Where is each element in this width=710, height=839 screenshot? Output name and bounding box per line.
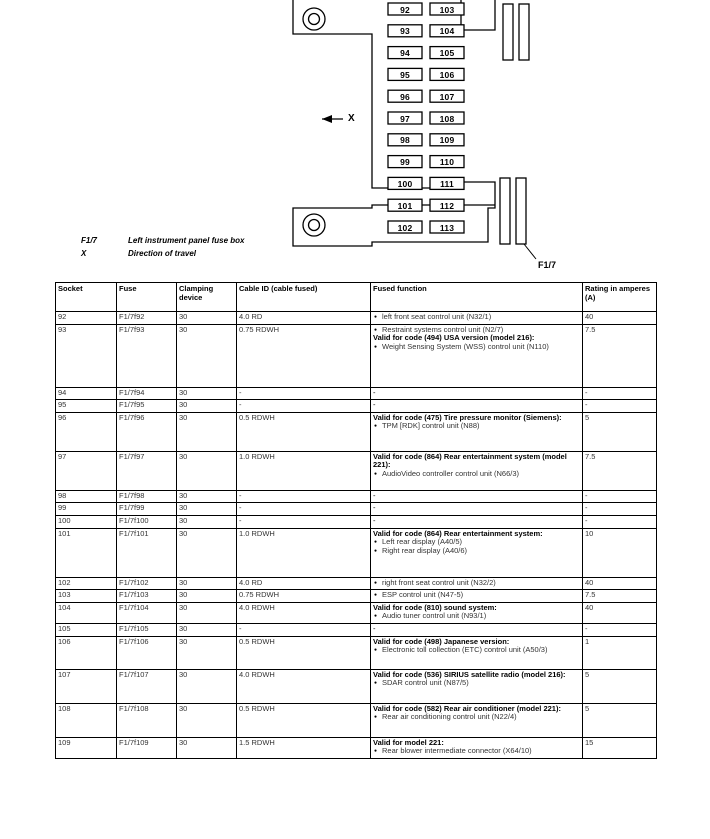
- cell-clamp: 30: [177, 602, 237, 623]
- table-row: [56, 636, 657, 669]
- cell-fuse: F1/7f95: [117, 400, 177, 413]
- function-heading: Valid for code (864) Rear entertainment system:: [373, 528, 543, 538]
- table-row: [56, 412, 657, 451]
- fuse-slot-label: 98: [400, 135, 410, 146]
- cell-clamp: 30: [177, 737, 237, 758]
- cell-clamp: 30: [177, 490, 237, 503]
- cell-clamp: 30: [177, 669, 237, 703]
- cell-fused-function: [371, 590, 583, 603]
- fuse-slot-label: 96: [400, 91, 410, 102]
- table-row: [56, 503, 657, 516]
- cell-fused-function: [371, 387, 583, 400]
- function-item: ● right front seat control unit (N32/2): [373, 579, 580, 588]
- function-list: [373, 579, 580, 588]
- cell-fuse: F1/7f101: [117, 528, 177, 577]
- fuse-slot-label: 111: [440, 178, 454, 189]
- cell-clamp: 30: [177, 451, 237, 490]
- cell-rating: 7.5: [583, 590, 657, 603]
- function-list: [373, 646, 580, 655]
- table-header-row: [56, 283, 657, 312]
- table-row: [56, 623, 657, 636]
- cell-fuse: F1/7f97: [117, 451, 177, 490]
- table-row: [56, 528, 657, 577]
- cell-fuse: F1/7f105: [117, 623, 177, 636]
- cell-fused-function: [371, 515, 583, 528]
- cell-clamp: 30: [177, 324, 237, 387]
- cell-fuse: F1/7f108: [117, 703, 177, 737]
- cell-cable: 0.5 RDWH: [237, 703, 371, 737]
- function-heading: Valid for code (494) USA version (model 216):: [373, 333, 535, 343]
- cell-clamp: 30: [177, 312, 237, 325]
- header-clamping-device: Clamping device: [177, 283, 237, 312]
- cell-fused-function: [371, 451, 583, 490]
- table-row: [56, 490, 657, 503]
- function-item: ● Restraint systems control unit (N2/7): [373, 326, 580, 335]
- fuse-slot-label: 93: [400, 26, 410, 37]
- function-heading: Valid for code (810) sound system:: [373, 602, 497, 612]
- cell-clamp: 30: [177, 528, 237, 577]
- cell-rating: 7.5: [583, 324, 657, 387]
- cell-socket: 97: [56, 451, 117, 490]
- table-row: [56, 312, 657, 325]
- cell-clamp: 30: [177, 515, 237, 528]
- function-list: [373, 470, 580, 479]
- function-heading: Valid for code (864) Rear entertainment system (model 221):: [373, 451, 567, 470]
- function-list: [373, 313, 580, 322]
- cell-clamp: 30: [177, 400, 237, 413]
- function-item: ● SDAR control unit (N87/5): [373, 679, 580, 688]
- cell-fuse: F1/7f107: [117, 669, 177, 703]
- cell-socket: 104: [56, 602, 117, 623]
- fuse-slot-label: 106: [439, 69, 455, 80]
- cell-socket: 100: [56, 515, 117, 528]
- function-heading: Valid for code (582) Rear air conditioner (model 221):: [373, 703, 561, 713]
- cell-fuse: F1/7f103: [117, 590, 177, 603]
- cell-fused-function: [371, 703, 583, 737]
- function-item: ● left front seat control unit (N32/1): [373, 313, 580, 322]
- cell-rating: 40: [583, 312, 657, 325]
- cell-socket: 96: [56, 412, 117, 451]
- cell-clamp: 30: [177, 636, 237, 669]
- function-heading: Valid for code (536) SIRIUS satellite radio (model 216):: [373, 669, 566, 679]
- cell-socket: 92: [56, 312, 117, 325]
- cell-cable: -: [237, 387, 371, 400]
- function-heading: Valid for model 221:: [373, 737, 444, 747]
- cell-fuse: F1/7f99: [117, 503, 177, 516]
- cell-fused-function: [371, 324, 583, 387]
- function-list: [373, 538, 580, 555]
- fuse-slot-label: 92: [400, 4, 410, 15]
- table-row: [56, 387, 657, 400]
- cell-fuse: F1/7f98: [117, 490, 177, 503]
- fuse-slot-label: 102: [397, 222, 413, 233]
- cell-fuse: F1/7f109: [117, 737, 177, 758]
- table-row: [56, 400, 657, 413]
- cell-rating: 10: [583, 528, 657, 577]
- cell-cable: 4.0 RDWH: [237, 602, 371, 623]
- cell-cable: 4.0 RD: [237, 312, 371, 325]
- cell-cable: 1.5 RDWH: [237, 737, 371, 758]
- cell-clamp: 30: [177, 590, 237, 603]
- cell-cable: -: [237, 400, 371, 413]
- function-list: [373, 326, 580, 335]
- fuse-slot-label: 97: [400, 113, 410, 124]
- cell-socket: 94: [56, 387, 117, 400]
- function-list: [373, 343, 580, 352]
- cell-socket: 107: [56, 669, 117, 703]
- cell-rating: -: [583, 490, 657, 503]
- fuse-slot-label: 100: [397, 178, 413, 189]
- cell-fused-function: [371, 400, 583, 413]
- fuse-slot-label: 113: [439, 222, 455, 233]
- cell-clamp: 30: [177, 503, 237, 516]
- cell-rating: -: [583, 515, 657, 528]
- cell-fused-function: [371, 669, 583, 703]
- fuse-slot-label: 99: [400, 157, 410, 168]
- cell-rating: 5: [583, 412, 657, 451]
- cell-socket: 102: [56, 577, 117, 590]
- legend-code-1: F1/7: [81, 236, 98, 245]
- header-fuse: Fuse: [117, 283, 177, 312]
- cell-cable: 0.75 RDWH: [237, 590, 371, 603]
- header-fused-function: Fused function: [371, 283, 583, 312]
- cell-rating: 5: [583, 703, 657, 737]
- cell-rating: -: [583, 623, 657, 636]
- function-heading: -: [373, 503, 376, 513]
- table-row: [56, 737, 657, 758]
- cell-rating: -: [583, 400, 657, 413]
- cell-rating: 15: [583, 737, 657, 758]
- cell-fuse: F1/7f96: [117, 412, 177, 451]
- cell-socket: 109: [56, 737, 117, 758]
- fuse-slot-label: 109: [439, 135, 455, 146]
- function-list: [373, 713, 580, 722]
- cell-cable: 1.0 RDWH: [237, 528, 371, 577]
- cell-cable: -: [237, 503, 371, 516]
- fuse-assignment-table: [55, 282, 657, 759]
- function-item: ● Rear blower intermediate connector (X64/10): [373, 747, 580, 756]
- fuse-slot-label: 105: [439, 48, 455, 59]
- function-heading: -: [373, 387, 376, 397]
- fuse-box-callout: F1/7: [538, 260, 557, 270]
- cell-fused-function: [371, 602, 583, 623]
- cell-cable: -: [237, 515, 371, 528]
- fuse-box-outline: [0, 0, 710, 278]
- function-list: [373, 612, 580, 621]
- function-heading: -: [373, 400, 376, 410]
- fuse-slot-label: 107: [439, 91, 455, 102]
- function-item: ● AudioVideo controller control unit (N66/3): [373, 470, 580, 479]
- header-rating: Rating in amperes (A): [583, 283, 657, 312]
- fuse-slot-label: 108: [439, 113, 455, 124]
- cell-fused-function: [371, 412, 583, 451]
- function-list: [373, 747, 580, 756]
- table-row: [56, 515, 657, 528]
- cell-fuse: F1/7f100: [117, 515, 177, 528]
- function-heading: -: [373, 515, 376, 525]
- cell-fused-function: [371, 503, 583, 516]
- function-list: [373, 591, 580, 600]
- direction-label: X: [348, 113, 355, 124]
- function-item: ● Rear air conditioning control unit (N22/4): [373, 713, 580, 722]
- table-row: [56, 602, 657, 623]
- cell-fused-function: [371, 636, 583, 669]
- cell-fused-function: [371, 577, 583, 590]
- function-item: ● Right rear display (A40/6): [373, 547, 580, 556]
- cell-rating: 5: [583, 669, 657, 703]
- cell-socket: 95: [56, 400, 117, 413]
- fuse-slot-label: 103: [439, 4, 455, 15]
- cell-fused-function: [371, 490, 583, 503]
- table-row: [56, 703, 657, 737]
- table-row: [56, 324, 657, 387]
- cell-socket: 103: [56, 590, 117, 603]
- cell-socket: 106: [56, 636, 117, 669]
- table-row: [56, 451, 657, 490]
- cell-cable: 4.0 RDWH: [237, 669, 371, 703]
- legend-desc-1: Left instrument panel fuse box: [128, 236, 245, 245]
- fuse-slot-label: 95: [400, 69, 410, 80]
- cell-fuse: F1/7f104: [117, 602, 177, 623]
- legend-code-2: X: [81, 249, 87, 258]
- cell-socket: 101: [56, 528, 117, 577]
- cell-cable: 4.0 RD: [237, 577, 371, 590]
- function-heading: -: [373, 623, 376, 633]
- fuse-slot-label: 94: [400, 48, 410, 59]
- cell-cable: -: [237, 623, 371, 636]
- cell-clamp: 30: [177, 412, 237, 451]
- cell-cable: 1.0 RDWH: [237, 451, 371, 490]
- cell-socket: 108: [56, 703, 117, 737]
- cell-clamp: 30: [177, 577, 237, 590]
- cell-clamp: 30: [177, 623, 237, 636]
- cell-rating: 40: [583, 577, 657, 590]
- function-item: ● Weight Sensing System (WSS) control unit (N110): [373, 343, 580, 352]
- table-row: [56, 590, 657, 603]
- cell-rating: 1: [583, 636, 657, 669]
- cell-socket: 105: [56, 623, 117, 636]
- cell-cable: 0.75 RDWH: [237, 324, 371, 387]
- fuse-slot-label: 101: [397, 200, 413, 211]
- function-item: ● Audio tuner control unit (N93/1): [373, 612, 580, 621]
- function-heading: Valid for code (498) Japanese version:: [373, 636, 510, 646]
- cell-fuse: F1/7f106: [117, 636, 177, 669]
- cell-rating: 40: [583, 602, 657, 623]
- function-heading: -: [373, 490, 376, 500]
- function-heading: Valid for code (475) Tire pressure monitor (Siemens):: [373, 412, 562, 422]
- header-cable-id: Cable ID (cable fused): [237, 283, 371, 312]
- function-item: ● Left rear display (A40/5): [373, 538, 580, 547]
- cell-fuse: F1/7f102: [117, 577, 177, 590]
- function-item: ● ESP control unit (N47-5): [373, 591, 580, 600]
- cell-fuse: F1/7f92: [117, 312, 177, 325]
- cell-socket: 99: [56, 503, 117, 516]
- fuse-slot-label: 110: [439, 157, 455, 168]
- cell-fuse: F1/7f93: [117, 324, 177, 387]
- function-list: [373, 679, 580, 688]
- cell-fused-function: [371, 623, 583, 636]
- cell-rating: -: [583, 503, 657, 516]
- cell-cable: 0.5 RDWH: [237, 636, 371, 669]
- fuse-slot-label: 112: [439, 200, 455, 211]
- cell-fused-function: [371, 737, 583, 758]
- cell-rating: 7.5: [583, 451, 657, 490]
- table-row: [56, 577, 657, 590]
- cell-cable: -: [237, 490, 371, 503]
- legend-desc-2: Direction of travel: [128, 249, 197, 258]
- cell-clamp: 30: [177, 703, 237, 737]
- cell-socket: 98: [56, 490, 117, 503]
- cell-clamp: 30: [177, 387, 237, 400]
- cell-fuse: F1/7f94: [117, 387, 177, 400]
- fuse-box-diagram: [0, 0, 710, 278]
- cell-socket: 93: [56, 324, 117, 387]
- header-socket: Socket: [56, 283, 117, 312]
- fuse-slot-label: 104: [439, 26, 455, 37]
- table-row: [56, 669, 657, 703]
- cell-fused-function: [371, 528, 583, 577]
- cell-rating: -: [583, 387, 657, 400]
- function-item: ● TPM [RDK] control unit (N88): [373, 422, 580, 431]
- function-list: [373, 422, 580, 431]
- cell-fused-function: [371, 312, 583, 325]
- cell-cable: 0.5 RDWH: [237, 412, 371, 451]
- function-item: ● Electronic toll collection (ETC) control unit (A50/3): [373, 646, 580, 655]
